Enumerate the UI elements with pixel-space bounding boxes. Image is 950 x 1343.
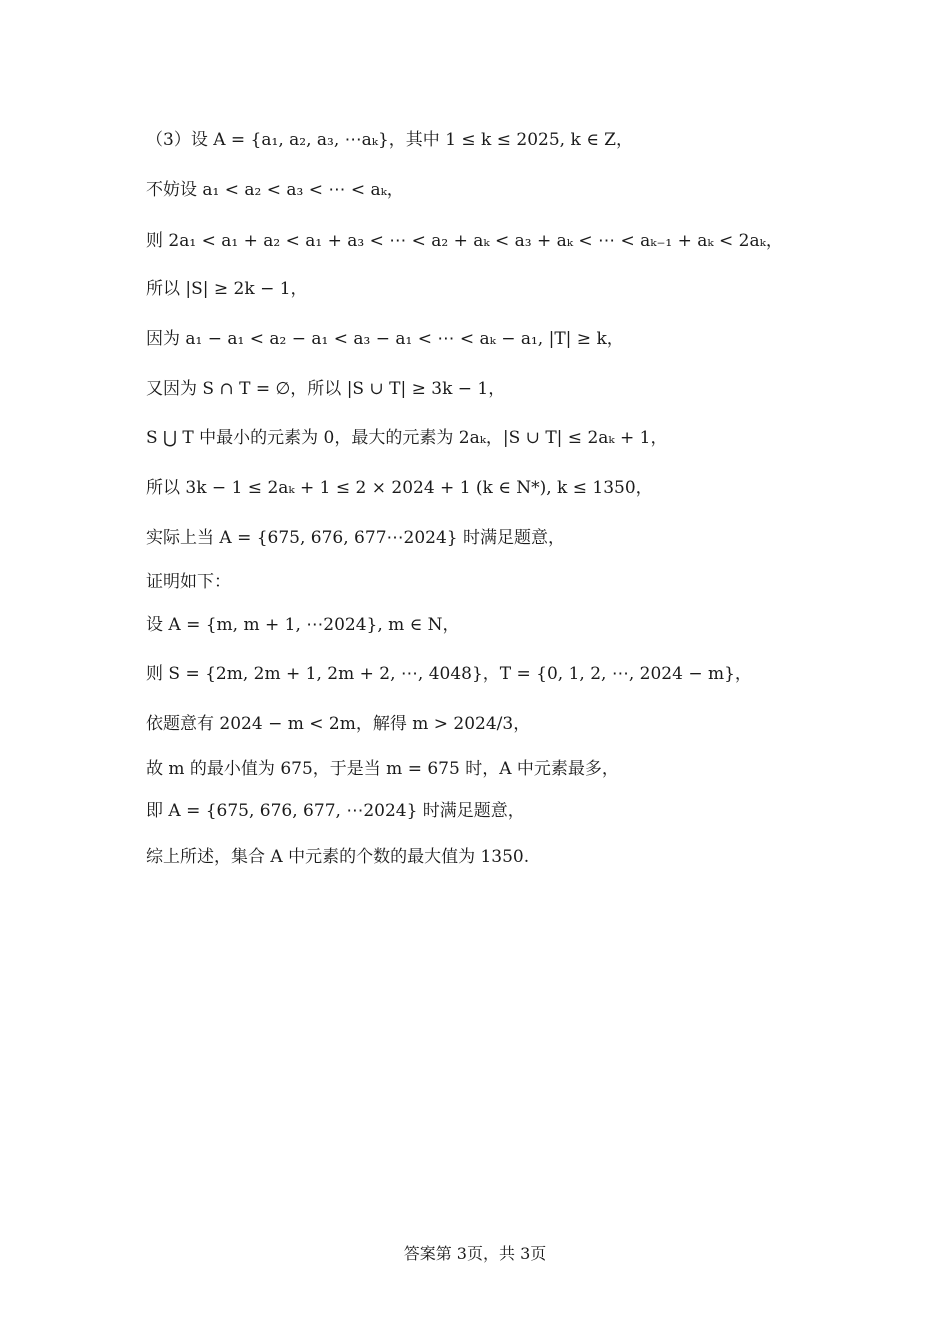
page-footer: 答案第 3页，共 3页 [403, 1244, 547, 1263]
solution-line-2: 不妨设 a₁ < a₂ < a₃ < ⋯ < aₖ， [146, 180, 404, 200]
solution-line-7: S ⋃ T 中最小的元素为 0，最大的元素为 2aₖ，|S ∪ T| ≤ 2aₖ + 1， [146, 428, 668, 448]
solution-line-1: （3）设 A = {a₁, a₂, a₃, ⋯aₖ}，其中 1 ≤ k ≤ 2025, k ∈ Z， [146, 130, 633, 150]
solution-line-13: 依题意有 2024 − m < 2m，解得 m > 2024/3， [146, 714, 531, 734]
solution-line-11: 设 A = {m, m + 1, ⋯2024}, m ∈ N， [146, 615, 460, 635]
solution-line-12: 则 S = {2m, 2m + 1, 2m + 2, ⋯, 4048}，T = {0, 1, 2, ⋯, 2024 − m}， [146, 664, 752, 684]
solution-line-3: 则 2a₁ < a₁ + a₂ < a₁ + a₃ < ⋯ < a₂ + aₖ < a₃ + aₖ < ⋯ < aₖ₋₁ + aₖ < 2aₖ， [146, 231, 783, 251]
solution-line-16: 综上所述，集合 A 中元素的个数的最大值为 1350. [146, 847, 530, 867]
solution-line-14: 故 m 的最小值为 675，于是当 m = 675 时，A 中元素最多， [146, 759, 619, 779]
solution-line-6: 又因为 S ∩ T = ∅，所以 |S ∪ T| ≥ 3k − 1， [146, 379, 506, 399]
solution-line-9: 实际上当 A = {675, 676, 677⋯2024} 时满足题意， [146, 528, 565, 548]
solution-line-15: 即 A = {675, 676, 677, ⋯2024} 时满足题意， [146, 801, 525, 821]
solution-line-8: 所以 3k − 1 ≤ 2aₖ + 1 ≤ 2 × 2024 + 1 (k ∈ N*), k ≤ 1350， [146, 478, 653, 498]
solution-line-5: 因为 a₁ − a₁ < a₂ − a₁ < a₃ − a₁ < ⋯ < aₖ − a₁, |T| ≥ k， [146, 329, 624, 349]
solution-line-4: 所以 |S| ≥ 2k − 1， [146, 279, 308, 299]
solution-line-10: 证明如下： [146, 572, 231, 592]
